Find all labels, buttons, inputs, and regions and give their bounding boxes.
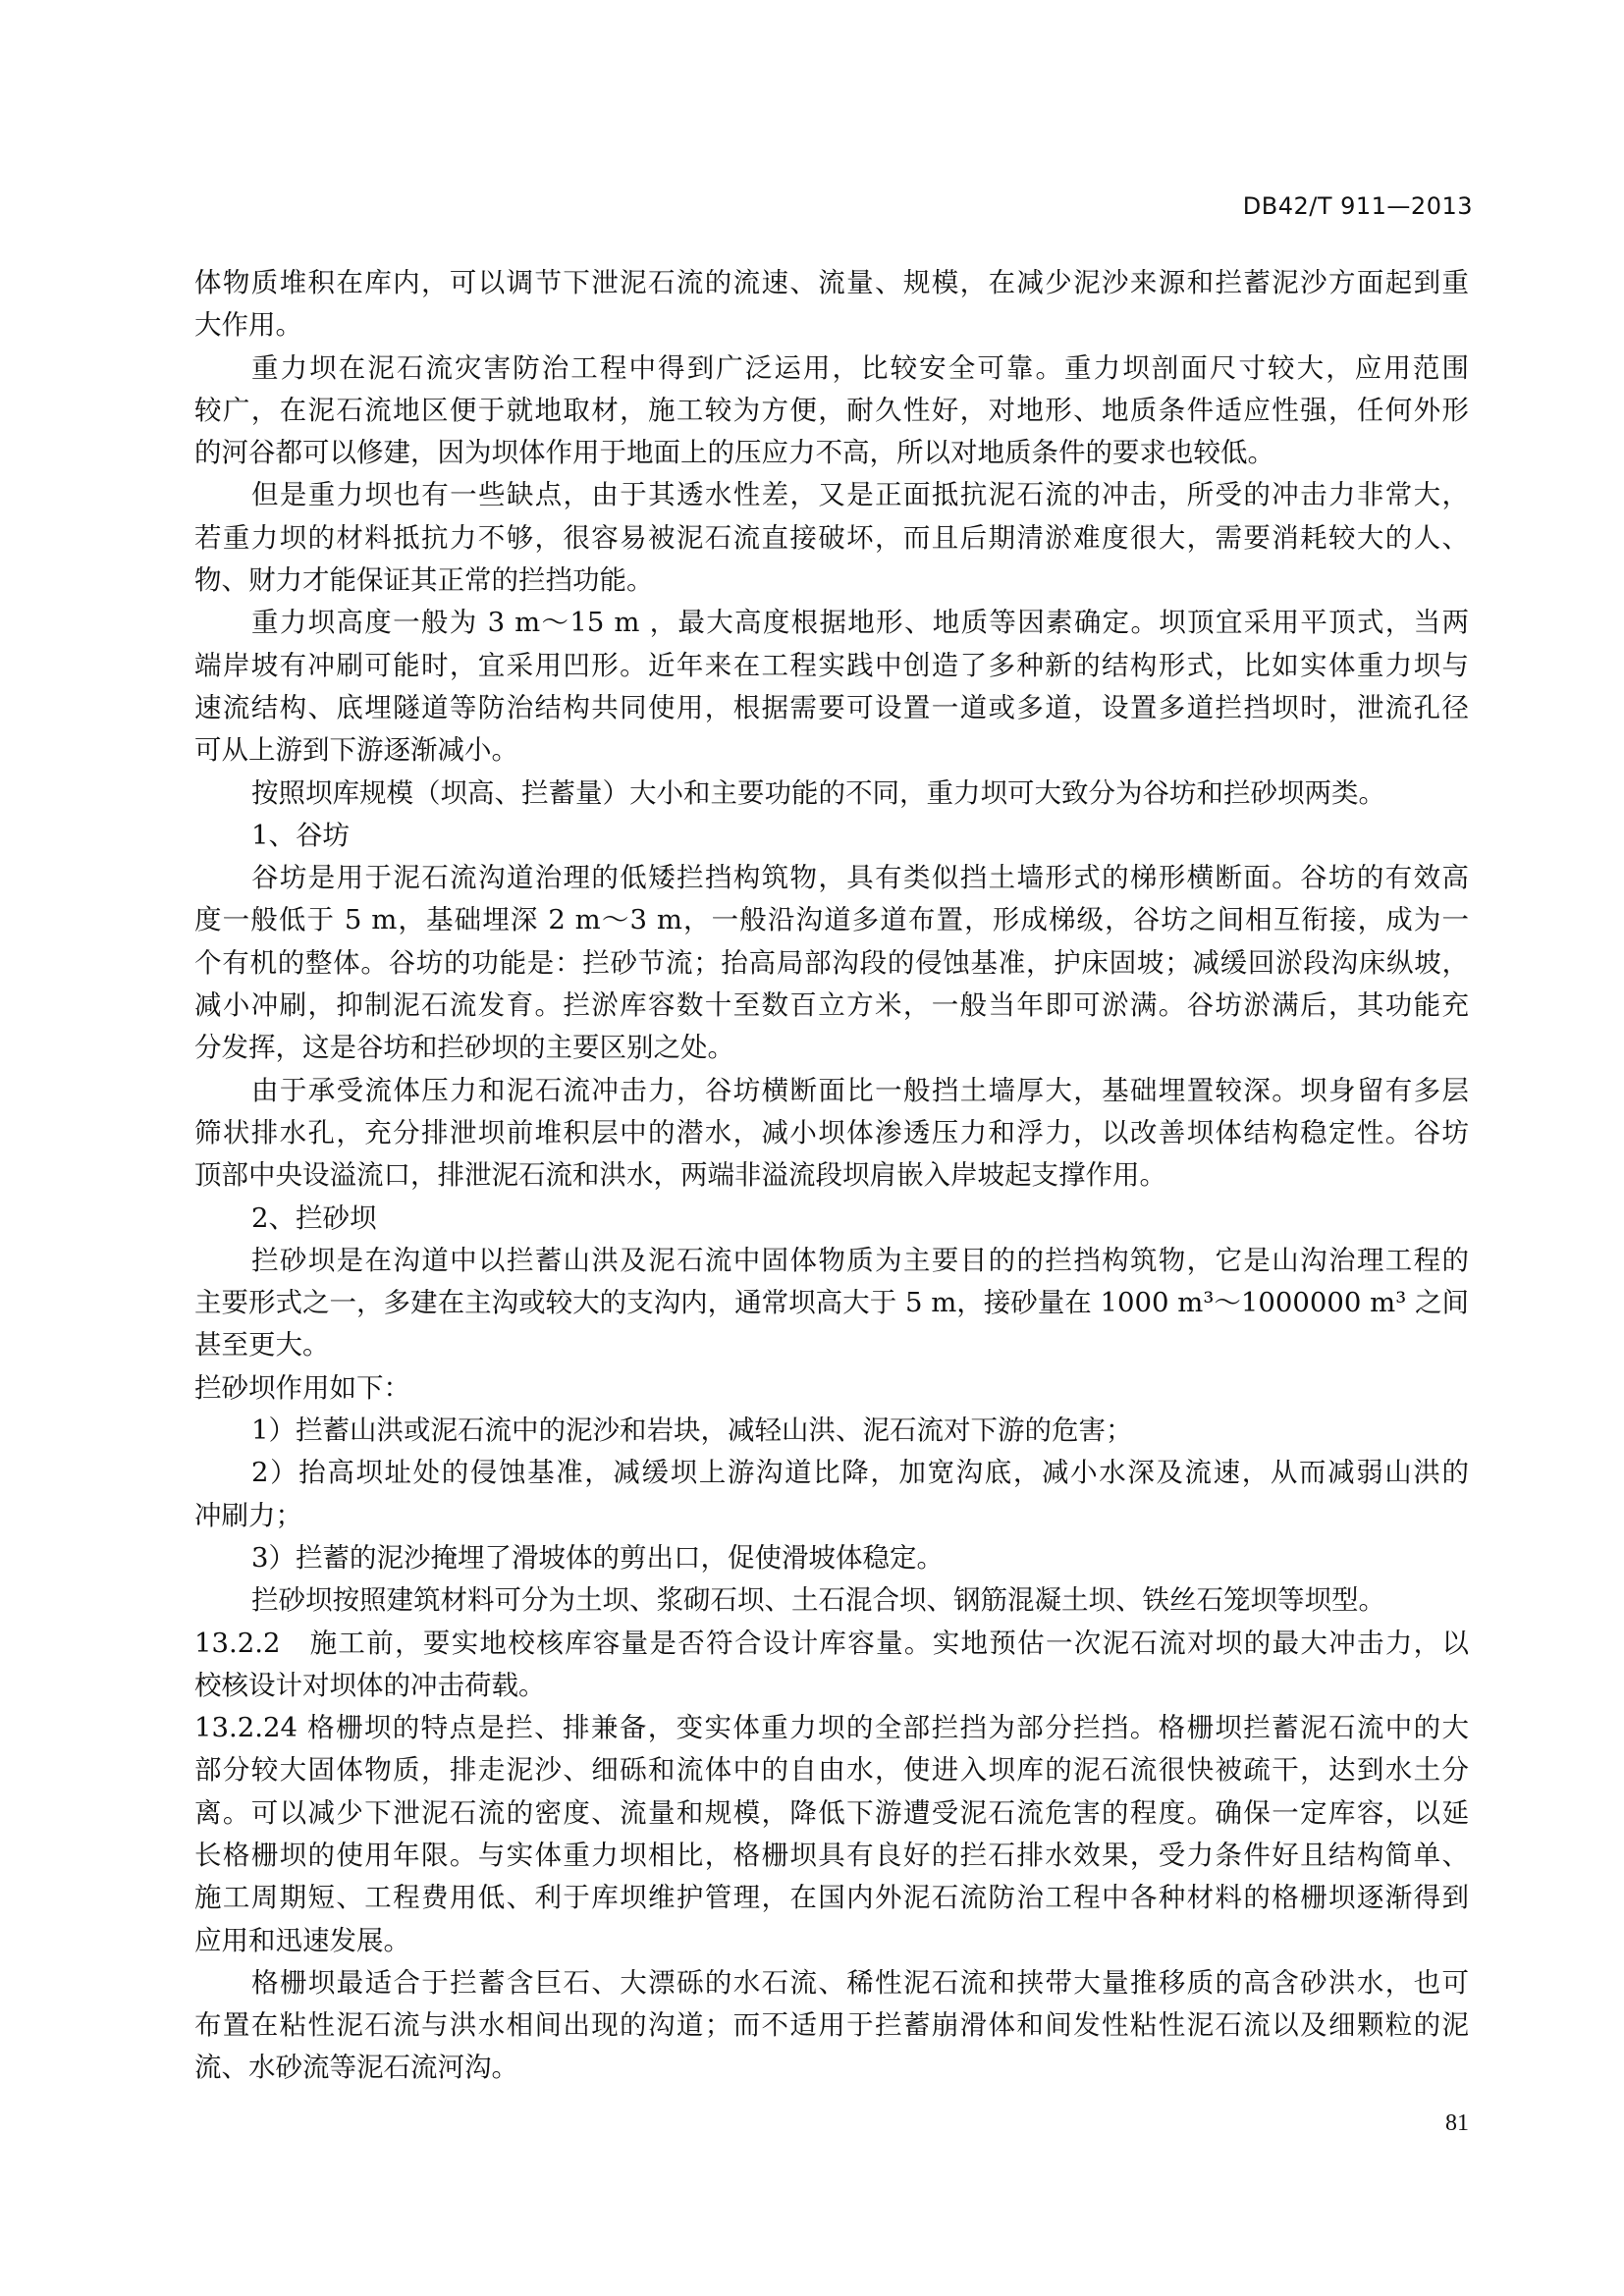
text-line: 度一般低于 5 m，基础埋深 2 m～3 m，一般沿沟道多道布置，形成梯级，谷坊之间相互衔接，成为一 <box>194 904 1469 936</box>
paragraph <box>194 1367 1469 1410</box>
text-line: 分发挥，这是谷坊和拦砂坝的主要区别之处。 <box>194 1032 734 1064</box>
text-line: 施工周期短、工程费用低、利于库坝维护管理，在国内外泥石流防治工程中各种材料的格栅坝逐渐得到 <box>194 1882 1469 1914</box>
text-line: 2）抬高坝址处的侵蚀基准，减缓坝上游沟道比降，加宽沟底，减小水深及流速，从而减弱山洪的 <box>251 1457 1469 1489</box>
text-line: 端岸坡有冲刷可能时，宜采用凹形。近年来在工程实践中创造了多种新的结构形式，比如实体重力坝与 <box>194 649 1469 681</box>
text-line: 物、财力才能保证其正常的拦挡功能。 <box>194 564 654 597</box>
paragraph <box>194 347 1469 475</box>
text-line: 筛状排水孔，充分排泄坝前堆积层中的潜水，减小坝体渗透压力和浮力，以改善坝体结构稳定性。谷坊 <box>194 1116 1469 1148</box>
text-line: 2、拦砂坝 <box>251 1201 377 1234</box>
document-body <box>194 262 1469 2090</box>
text-line: 拦砂坝是在沟道中以拦蓄山洪及泥石流中固体物质为主要目的的拦挡构筑物，它是山沟治理工程的 <box>251 1244 1469 1276</box>
text-line: 流、水砂流等泥石流河沟。 <box>194 2052 518 2084</box>
text-line: 谷坊是用于泥石流沟道治理的低矮拦挡构筑物，具有类似挡土墙形式的梯形横断面。谷坊的有效高 <box>251 862 1469 894</box>
text-line: 重力坝高度一般为 3 m～15 m ，最大高度根据地形、地质等因素确定。坝顶宜采用平顶式，当两 <box>251 607 1469 639</box>
text-line: 按照坝库规模（坝高、拦蓄量）大小和主要功能的不同，重力坝可大致分为谷坊和拦砂坝两类。 <box>251 776 1385 809</box>
paragraph <box>194 1240 1469 1367</box>
paragraph <box>194 773 1469 815</box>
text-line: 减小冲刷，抑制泥石流发育。拦淤库容数十至数百立方米，一般当年即可淤满。谷坊淤满后，其功能充 <box>194 989 1469 1022</box>
text-line: 离。可以减少下泄泥石流的密度、流量和规模，降低下游遭受泥石流危害的程度。确保一定库容，以延 <box>194 1796 1469 1829</box>
text-line: 速流结构、底埋隧道等防治结构共同使用，根据需要可设置一道或多道，设置多道拦挡坝时，泄流孔径 <box>194 691 1469 723</box>
text-line: 个有机的整体。谷坊的功能是：拦砂节流；抬高局部沟段的侵蚀基准，护床固坡；减缓回淤段沟床纵坡， <box>194 946 1469 979</box>
text-line: 格栅坝最适合于拦蓄含巨石、大漂砾的水石流、稀性泥石流和挟带大量推移质的高含砂洪水，也可 <box>251 1966 1469 1999</box>
text-line: 13.2.24 格栅坝的特点是拦、排兼备，变实体重力坝的全部拦挡为部分拦挡。格栅坝拦蓄泥石流中的大 <box>194 1712 1469 1744</box>
text-line: 1）拦蓄山洪或泥石流中的泥沙和岩块，减轻山洪、泥石流对下游的危害； <box>251 1415 1133 1447</box>
text-line: 较广，在泥石流地区便于就地取材，施工较为方便，耐久性好，对地形、地质条件适应性强，任何外形 <box>194 394 1469 426</box>
paragraph <box>194 1070 1469 1198</box>
text-line: 应用和迅速发展。 <box>194 1924 410 1956</box>
text-line: 部分较大固体物质，排走泥沙、细砾和流体中的自由水，使进入坝库的泥石流很快被疏干，达到水土分 <box>194 1754 1469 1787</box>
paragraph <box>194 1537 1469 1579</box>
text-line: 拦砂坝按照建筑材料可分为土坝、浆砌石坝、土石混合坝、钢筋混凝土坝、铁丝石笼坝等坝型。 <box>251 1584 1385 1617</box>
text-line: 顶部中央设溢流口，排泄泥石流和洪水，两端非溢流段坝肩嵌入岸坡起支撑作用。 <box>194 1159 1166 1192</box>
text-line: 大作用。 <box>194 309 302 342</box>
text-line: 3）拦蓄的泥沙掩埋了滑坡体的剪出口，促使滑坡体稳定。 <box>251 1541 944 1574</box>
page-number: 81 <box>1445 2110 1469 2136</box>
text-line: 主要形式之一，多建在主沟或较大的支沟内，通常坝高大于 5 m，接砂量在 1000 m³～1000000 m³ 之间 <box>194 1287 1469 1319</box>
text-line: 体物质堆积在库内，可以调节下泄泥石流的流速、流量、规模，在减少泥沙来源和拦蓄泥沙方面起到重 <box>194 267 1469 298</box>
text-line: 可从上游到下游逐渐减小。 <box>194 734 518 767</box>
text-line: 布置在粘性泥石流与洪水相间出现的沟道；而不适用于拦蓄崩滑体和间发性粘性泥石流以及细颗粒的泥 <box>194 2009 1469 2042</box>
paragraph <box>194 815 1469 857</box>
paragraph <box>194 1962 1469 2090</box>
text-line: 由于承受流体压力和泥石流冲击力，谷坊横断面比一般挡土墙厚大，基础埋置较深。坝身留有多层 <box>251 1074 1469 1106</box>
document-code-header: DB42/T 911—2013 <box>1242 192 1473 220</box>
paragraph <box>194 1623 1469 1708</box>
text-line: 校核设计对坝体的冲击荷载。 <box>194 1669 546 1701</box>
paragraph <box>194 1707 1469 1962</box>
text-line: 重力坝在泥石流灾害防治工程中得到广泛运用，比较安全可靠。重力坝剖面尺寸较大，应用范围 <box>251 351 1469 384</box>
text-line: 1、谷坊 <box>251 819 350 851</box>
text-line: 拦砂坝作用如下： <box>194 1371 410 1404</box>
text-line: 长格栅坝的使用年限。与实体重力坝相比，格栅坝具有良好的拦石排水效果，受力条件好且结构简单、 <box>194 1839 1469 1871</box>
text-line: 13.2.2 施工前，要实地校核库容量是否符合设计库容量。实地预估一次泥石流对坝的最大冲击力，以 <box>194 1627 1469 1659</box>
text-line: 若重力坝的材料抵抗力不够，很容易被泥石流直接破坏，而且后期清淤难度很大，需要消耗较大的人、 <box>194 521 1469 554</box>
text-line: 但是重力坝也有一些缺点，由于其透水性差，又是正面抵抗泥石流的冲击，所受的冲击力非常大， <box>251 479 1469 511</box>
text-line: 冲刷力； <box>194 1499 302 1531</box>
paragraph <box>194 1452 1469 1537</box>
text-line: 的河谷都可以修建，因为坝体作用于地面上的压应力不高，所以对地质条件的要求也较低。 <box>194 437 1274 469</box>
paragraph <box>194 262 1469 347</box>
paragraph <box>194 474 1469 602</box>
text-line: 甚至更大。 <box>194 1329 330 1362</box>
paragraph <box>194 1579 1469 1622</box>
paragraph <box>194 1410 1469 1452</box>
paragraph <box>194 1198 1469 1240</box>
paragraph <box>194 602 1469 772</box>
paragraph <box>194 857 1469 1069</box>
